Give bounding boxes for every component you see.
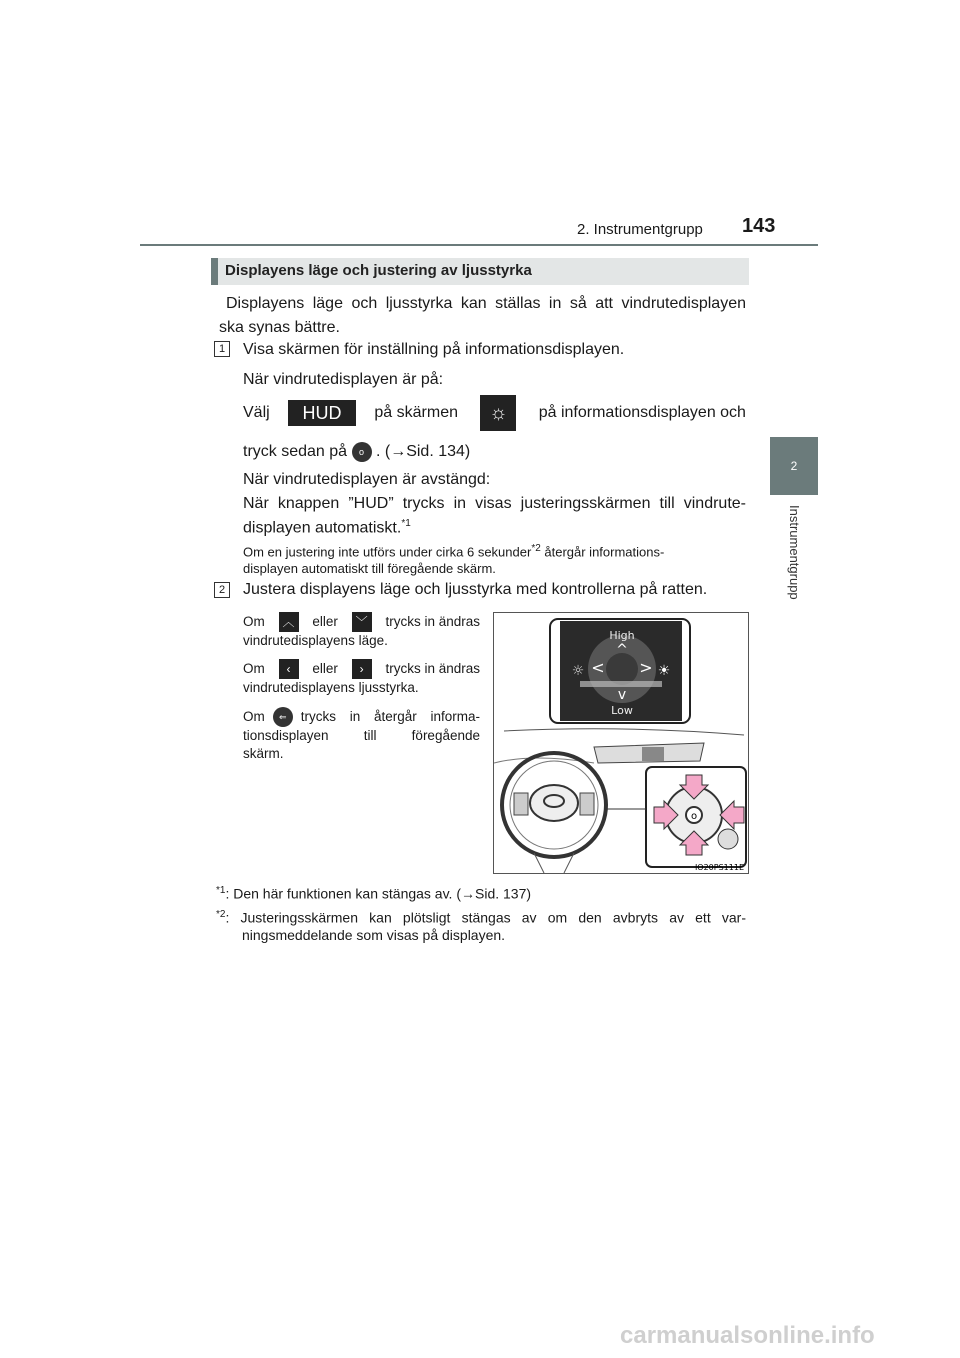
hud-off-line-2-text: displayen automatiskt.	[243, 519, 402, 537]
hud-off-line-1: När knappen ”HUD” trycks in visas justeringsskärmen till vindrute-	[243, 495, 746, 512]
chapter-tab-number: 2	[790, 459, 798, 473]
footnote-2	[216, 906, 746, 944]
left-right-explanation	[243, 659, 480, 697]
a3-post: trycks in återgår informa-	[300, 709, 480, 724]
settings-gear-icon: ☼	[480, 395, 516, 431]
chapter-tab	[770, 437, 818, 495]
chapter-tab-label-text: Instrumentgrupp	[787, 505, 802, 600]
a2-pre: Om	[243, 661, 265, 676]
intro-line-2: ska synas bättre.	[219, 319, 340, 336]
step-2-marker: 2	[214, 582, 230, 598]
svg-text:☀: ☀	[657, 663, 671, 679]
hud-off-heading: När vindrutedisplayen är avstängd:	[243, 471, 491, 488]
a1-pre: Om	[243, 614, 265, 629]
a2-line-2: vindrutedisplayens ljusstyrka.	[243, 680, 419, 695]
step-2-text: Justera displayens läge och ljusstyrka med kontrollerna på ratten.	[243, 581, 708, 598]
svg-text:v: v	[617, 687, 627, 703]
svg-text:>: >	[639, 658, 653, 677]
footnote-ref-2: *2	[531, 543, 541, 554]
step-1-text: Visa skärmen för inställning på informationsdisplayen.	[243, 341, 625, 358]
select-text-a: Välj	[243, 404, 270, 421]
intro-line-1: Displayens läge och ljusstyrka kan ställas in så att vindrutedisplayen	[226, 295, 746, 312]
svg-text:o: o	[690, 811, 698, 822]
figure-code: IO20PS111E	[694, 863, 744, 872]
hud-on-heading: När vindrutedisplayen är på:	[243, 371, 444, 388]
press-text-b: . (→Sid. 134)	[375, 443, 471, 460]
section-bar-edge	[211, 258, 218, 285]
press-text-a: tryck sedan på	[243, 443, 348, 460]
note-line-2: displayen automatiskt till föregående skärm.	[243, 561, 496, 577]
select-text-c: på informationsdisplayen och	[538, 404, 746, 421]
chapter-tab-label	[770, 505, 818, 705]
chapter-title: 2. Instrumentgrupp	[577, 221, 703, 238]
svg-text:☼: ☼	[571, 663, 585, 679]
left-arrow-icon: ‹	[279, 659, 299, 679]
svg-text:^: ^	[616, 642, 628, 658]
select-text-b: på skärmen	[374, 404, 458, 421]
footnote-2-text-line-2: ningsmeddelande som visas på displayen.	[242, 926, 506, 943]
section-title: Displayens läge och justering av ljusstyrka	[225, 262, 532, 279]
timeout-note	[243, 540, 748, 577]
hud-low-label: Low	[611, 704, 633, 717]
back-button-icon: ⇐	[273, 707, 293, 727]
a2-mid: eller	[312, 661, 338, 676]
footnote-2-text: : Justeringsskärmen kan plötsligt stängas av om den avbryts av ett var-	[225, 909, 746, 926]
steering-wheel-figure	[493, 612, 749, 874]
a3-pre: Om	[243, 709, 265, 724]
footnote-1	[216, 882, 531, 903]
footnote-1-mark: *1	[216, 885, 226, 896]
note-line-1a: Om en justering inte utförs under cirka 6 sekunder	[243, 544, 532, 560]
ok-button-icon: o	[352, 442, 372, 462]
down-arrow-icon: ﹀	[352, 612, 372, 632]
header-rule	[140, 244, 818, 246]
section-title-bar	[211, 258, 749, 285]
svg-text:<: <	[591, 658, 605, 677]
hud-button-icon: HUD	[288, 400, 356, 426]
footnote-ref-1: *1	[401, 518, 411, 529]
select-line	[243, 393, 746, 433]
a1-mid: eller	[312, 614, 338, 629]
footnote-1-text: : Den här funktionen kan stängas av. (→Sid. 137)	[225, 885, 532, 902]
a1-post: trycks in ändras	[385, 614, 480, 629]
hud-off-line-2	[243, 512, 411, 540]
a2-post: trycks in ändras	[385, 661, 480, 676]
hud-high-label: High	[609, 629, 635, 642]
press-line	[243, 440, 470, 464]
a3-line-2: tionsdisplayen till föregående	[243, 728, 480, 743]
step-1-marker: 1	[214, 341, 230, 357]
footnote-2-mark: *2	[216, 909, 226, 920]
watermark: carmanualsonline.info	[620, 1322, 875, 1349]
a3-line-3: skärm.	[243, 746, 284, 761]
page-number: 143	[742, 215, 776, 237]
steering-wheel-illustration	[494, 613, 748, 873]
up-arrow-icon: ︿	[279, 612, 299, 632]
note-line-1b: återgår informations-	[540, 544, 665, 560]
a1-line-2: vindrutedisplayens läge.	[243, 633, 388, 648]
right-arrow-icon: ›	[352, 659, 372, 679]
back-explanation	[243, 707, 480, 763]
up-down-explanation	[243, 612, 480, 650]
